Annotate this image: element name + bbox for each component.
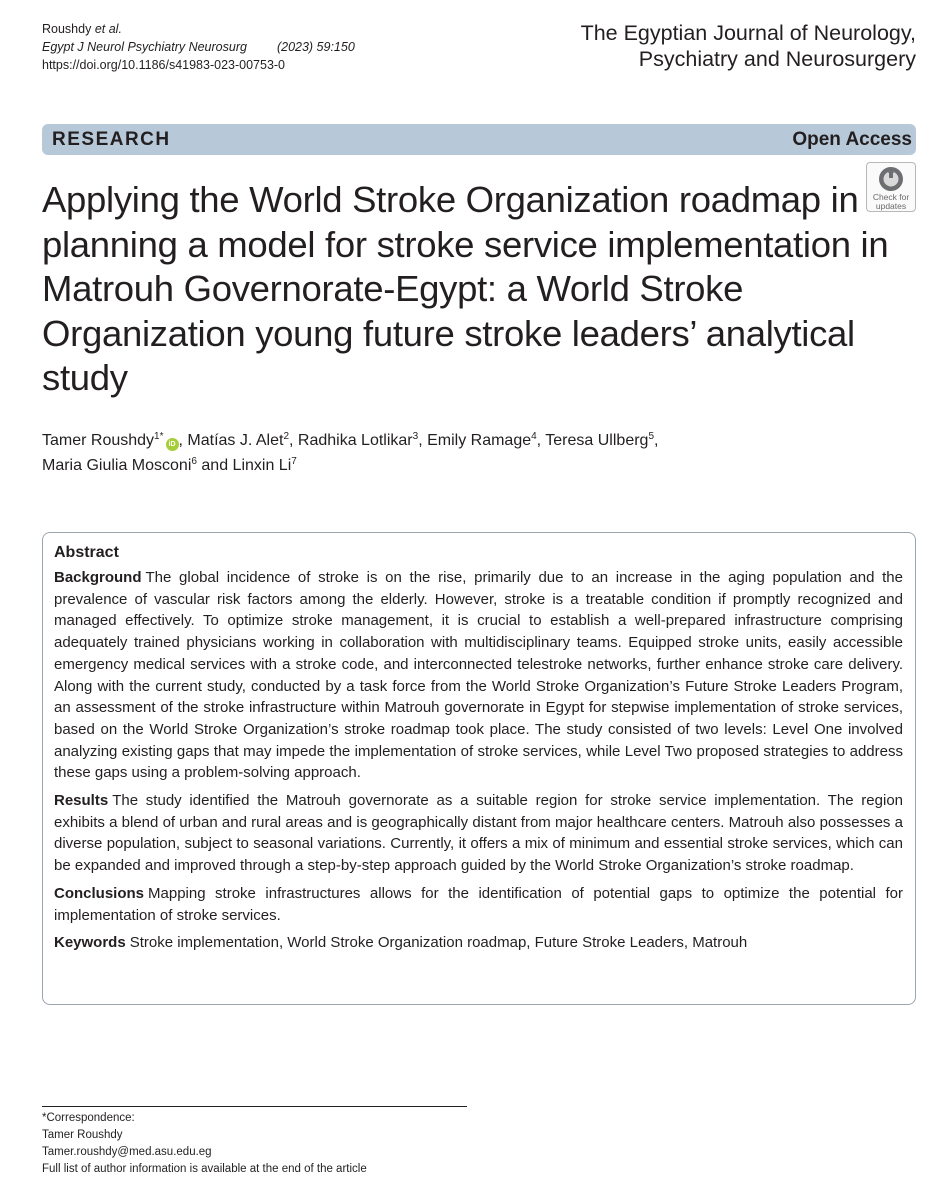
author-affiliation: 5 <box>648 431 654 442</box>
author-affiliation: 4 <box>531 431 537 442</box>
abstract-results: Results The study identified the Matrouh governorate as a suitable region for stroke service implementation. The region exhibits a blend of urban and rural areas and is geographically distant from major healthcare centers. Matrouh also possesses a diverse population, subject to seasonal variations. Currently, it offers a mix of minimum and essential stroke services, which can be expanded and improved through a step-by-step approach guided by the World Stroke Organization’s stroke roadmap. <box>54 792 903 875</box>
article-title: Applying the World Stroke Organization roadmap in planning a model for stroke service implementation in Matrouh Governorate-Egypt: a World Stroke Organization young future stroke leaders’ analytical study <box>42 179 889 398</box>
author-name[interactable]: Radhika Lotlikar <box>297 432 413 449</box>
abstract-keywords: Keywords Stroke implementation, World Stroke Organization roadmap, Future Stroke Leaders, Matrouh <box>54 934 748 952</box>
correspondence-email[interactable]: Tamer.roushdy@med.asu.edu.eg <box>42 1146 212 1158</box>
abstract-background: Background The global incidence of stroke is on the rise, primarily due to an increase in the aging population and the prevalence of vascular risk factors among the elderly. However, stroke is a treatable condition if promptly recognized and managed effectively. To optimize stroke management, it is crucial to establish a well-prepared infrastructure comprising adequately trained physicians working in collaboration with multidisciplinary teams. Equipped stroke units, easily accessible emergency medical services with a stroke code, and interconnected telestroke networks, further enhance stroke care delivery. Along with the current study, conducted by a task force from the World Stroke Organization’s Future Stroke Leaders Program, an assessment of the stroke infrastructure within Matrouh governorate in Egypt for stepwise implementation of stroke services, based on the World Stroke Organization’s stroke roadmap took place. The study consisted of two levels: Level One involved analyzing existing gaps that may impede the implementation of stroke services, while Level Two proposed strategies to address these gaps using a problem-solving approach. <box>54 569 903 782</box>
journal-name: The Egyptian Journal of Neurology, Psychiatry and Neurosurgery <box>580 21 916 71</box>
correspondence-footnote: *Correspondence: Tamer Roushdy Tamer.roushdy@med.asu.edu.eg Full list of author information is available at the end of the article <box>42 1106 467 1178</box>
author-name[interactable]: Teresa Ullberg <box>545 432 649 449</box>
author-list: Tamer Roushdy$^{1*}$iD , Matías J. Alet$^2$, Radhika Lotlikar$^3$, Emily Ramage$^4$, Teresa Ullberg$^5$, Maria Giulia Mosconi$^6$ and Linxin Li$^7$ <box>42 431 659 474</box>
abstract-conclusions: Conclusions Mapping stroke infrastructures allows for the identification of potential gaps to optimize the potential for implementation of stroke services. <box>54 884 903 924</box>
author-name[interactable]: Emily Ramage <box>427 432 532 449</box>
orcid-icon[interactable]: iD <box>166 438 179 451</box>
author-affiliation: 7 <box>291 456 297 467</box>
doi-link[interactable]: https://doi.org/10.1186/s41983-023-00753-0 <box>42 58 286 72</box>
running-header <box>42 20 355 74</box>
author-affiliation: 1* <box>154 431 164 442</box>
abstract-heading: Abstract <box>54 544 119 561</box>
article-type-label: RESEARCH <box>52 128 171 150</box>
author-name[interactable]: Tamer Roushdy <box>42 432 155 449</box>
author-name[interactable]: Maria Giulia Mosconi <box>42 457 192 474</box>
author-name[interactable]: Linxin Li <box>232 457 292 474</box>
citation-authors: Roushdy et al. <box>42 22 122 36</box>
open-access-label: Open Access <box>792 128 912 150</box>
article-type-band <box>42 124 916 155</box>
author-affiliation: 3 <box>412 431 419 442</box>
author-affiliation: 2 <box>283 431 289 442</box>
author-affiliation: 6 <box>191 456 197 467</box>
citation-journal: Egypt J Neurol Psychiatry Neurosurg (2023) 59:150 <box>42 40 355 54</box>
author-name[interactable]: Matías J. Alet <box>187 432 284 449</box>
abstract-box <box>42 532 916 1005</box>
check-for-updates-button[interactable]: Check for updates <box>866 162 916 212</box>
